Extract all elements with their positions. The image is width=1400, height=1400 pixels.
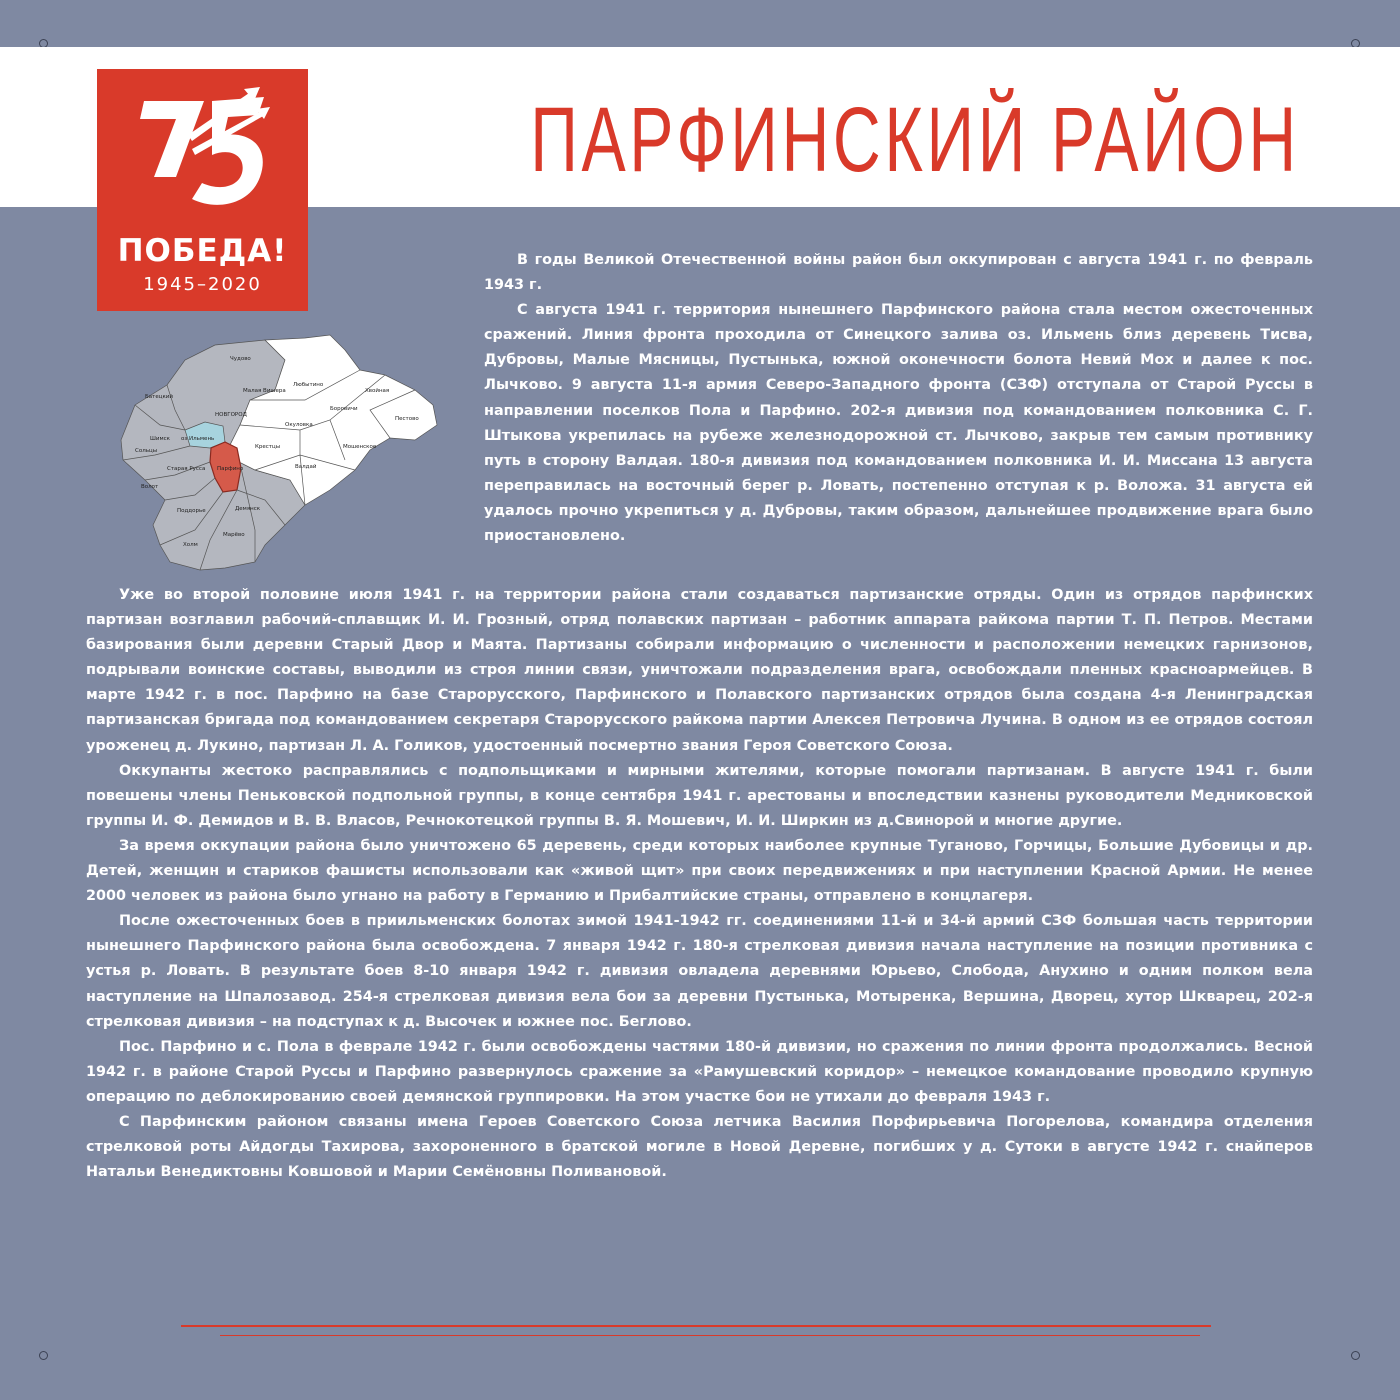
map-label-okulovka: Окуловка bbox=[285, 422, 313, 428]
map-label-parfino: Парфино bbox=[217, 466, 244, 472]
novgorod-region-map bbox=[115, 330, 440, 575]
main-text-block bbox=[86, 583, 1313, 1185]
logo-years: 1945–2020 bbox=[143, 274, 262, 295]
body-paragraph: Уже во второй половине июля 1941 г. на территории района стали создаваться партизанские отряды. Один из отрядов парфинских партизан возглавил рабочий-сплавщик И. И. Грозный, отряд полавских партизан – работник аппарата райкома партии Т. П. Петров. Местами базирования были деревни Старый Двор и Маята. Партизаны собирали информацию о численности и расположении немецких гарнизонов, подрывали воинские составы, выводили из строя линии связи, уничтожали подразделения врага, освобождали пленных красноармейцев. В марте 1942 г. в пос. Парфино на базе Старорусского, Парфинского и Полавского партизанских отрядов была создана 4-я Ленинградская партизанская бригада под командованием секретаря Старорусского райкома партии Алексея Петровича Лучина. В одном из ее отрядов состоял уроженец д. Лукино, партизан Л. А. Голиков, удостоенный посмертно звания Героя Советского Союза. bbox=[86, 587, 1313, 754]
map-label-volot: Волот bbox=[141, 484, 159, 490]
decorative-line-bottom bbox=[220, 1335, 1200, 1336]
map-label-novgorod: НОВГОРОД bbox=[215, 412, 247, 418]
map-label-poddorye: Поддорье bbox=[177, 508, 206, 514]
map-label-khvoynaya: Хвойная bbox=[365, 388, 390, 394]
logo-slogan: ПОБЕДА! bbox=[117, 233, 288, 269]
map-label-malaya-vishera: Малая Вишера bbox=[243, 388, 286, 394]
map-label-lyubytino: Любытино bbox=[293, 382, 324, 388]
map-label-kholm: Холм bbox=[183, 542, 198, 548]
map-label-borovichi: Боровичи bbox=[330, 406, 358, 412]
corner-screw-bottom-left bbox=[39, 1351, 48, 1360]
intro-paragraph: С августа 1941 г. территория нынешнего Парфинского района стала местом ожесточенных сражений. Линия фронта проходила от Синецкого залива оз. Ильмень близ деревень Тисва, Дубровы, Малые Мясницы, Пустынька, южной оконечности болота Невий Мох и далее к пос. Лычково. 9 августа 11-я армия Северо-Западного фронта (СЗФ) отступала от Старой Руссы в направлении поселков Пола и Парфино. 202-я дивизия под командованием полковника С. Г. Штыкова укрепилась на рубеже железнодорожной ст. Лычково, закрыв тем самым противнику путь в сторону Валдая. 180-я дивизия под командованием полковника И. И. Миссана 13 августа переправилась на восточный берег р. Ловать, постепенно отступая к р. Воложа. 31 августа ей удалось прочно укрепиться у д. Дубровы, таким образом, дальнейшее продвижение врага было приостановлено. bbox=[484, 302, 1313, 545]
logo-75-graphic bbox=[132, 87, 277, 227]
map-label-pestovo: Пестово bbox=[395, 416, 419, 422]
map-label-marevo: Марёво bbox=[223, 532, 245, 538]
map-label-demyansk: Демянск bbox=[235, 506, 261, 512]
corner-screw-bottom-right bbox=[1351, 1351, 1360, 1360]
victory-75-logo bbox=[97, 69, 308, 311]
map-label-shimsk: Шимск bbox=[150, 436, 170, 442]
body-paragraph: За время оккупации района было уничтожено 65 деревень, среди которых наиболее крупные Туганово, Горчицы, Большие Дубовицы и др. Детей, женщин и стариков фашисты использовали как «живой щит» при своих передвижениях и при наступлении Красной Армии. Не менее 2000 человек из района было угнано на работу в Германию и Прибалтийские страны, отправлено в концлагеря. bbox=[86, 837, 1313, 905]
map-label-krestsy: Крестцы bbox=[255, 444, 281, 450]
map-label-valday: Валдай bbox=[295, 464, 317, 470]
intro-text-column bbox=[484, 248, 1313, 549]
map-label-chudovo: Чудово bbox=[230, 356, 251, 362]
map-label-ilmen: оз.Ильмень bbox=[181, 436, 215, 442]
map-label-staraya-russa: Старая Русса bbox=[167, 466, 206, 472]
body-paragraph: После ожесточенных боев в приильменских болотах зимой 1941-1942 гг. соединениями 11-й и 34-й армий СЗФ большая часть территории нынешнего Парфинского района была освобождена. 7 января 1942 г. 180-я стрелковая дивизия начала наступление на позиции противника с устья р. Ловать. В результате боев 8-10 января 1942 г. дивизия овладела деревнями Юрьево, Слобода, Анухино и одним полком вела наступление на Шпалозавод. 254-я стрелковая дивизия вела бои за деревни Пустынька, Мотыренка, Вершина, Дворец, хутор Шкварец, 202-я стрелковая дивизия – на подступах к д. Высочек и южнее пос. Беглово. bbox=[86, 913, 1313, 1030]
map-label-soltsy: Сольцы bbox=[135, 448, 158, 454]
page-title: ПАРФИНСКИЙ РАЙОН bbox=[530, 89, 1300, 191]
map-label-batetsky: Батецкий bbox=[145, 394, 173, 400]
map-label-moshenskoe: Мошенское bbox=[343, 444, 377, 450]
intro-paragraph: В годы Великой Отечественной войны район был оккупирован с августа 1941 г. по февраль 1943 г. bbox=[484, 252, 1313, 294]
decorative-line-top bbox=[181, 1325, 1211, 1327]
body-paragraph: С Парфинским районом связаны имена Героев Советского Союза летчика Василия Порфирьевича Погорелова, командира отделения стрелковой роты Айдогды Тахирова, захороненного в братской могиле в Новой Деревне, погибших у д. Сутоки в августе 1942 г. снайперов Натальи Венедиктовны Ковшовой и Марии Семёновны Поливановой. bbox=[86, 1113, 1313, 1181]
body-paragraph: Пос. Парфино и с. Пола в феврале 1942 г. были освобождены частями 180-й дивизии, но сражения по линии фронта продолжались. Весной 1942 г. в районе Старой Руссы и Парфино развернулось сражение за «Рамушевский коридор» – немецкое командование проводило крупную операцию по деблокированию своей демянской группировки. На этом участке бои не утихали до февраля 1943 г. bbox=[86, 1038, 1313, 1105]
body-paragraph: Оккупанты жестоко расправлялись с подпольщиками и мирными жителями, которые помогали партизанам. В августе 1941 г. были повешены члены Пеньковской подпольной группы, в конце сентября 1941 г. арестованы и впоследствии казнены руководители Медниковской группы И. Ф. Демидов и В. В. Власов, Речнокотецкой группы В. Я. Мошевич, И. И. Ширкин из д.Свинорой и многие другие. bbox=[86, 762, 1313, 829]
